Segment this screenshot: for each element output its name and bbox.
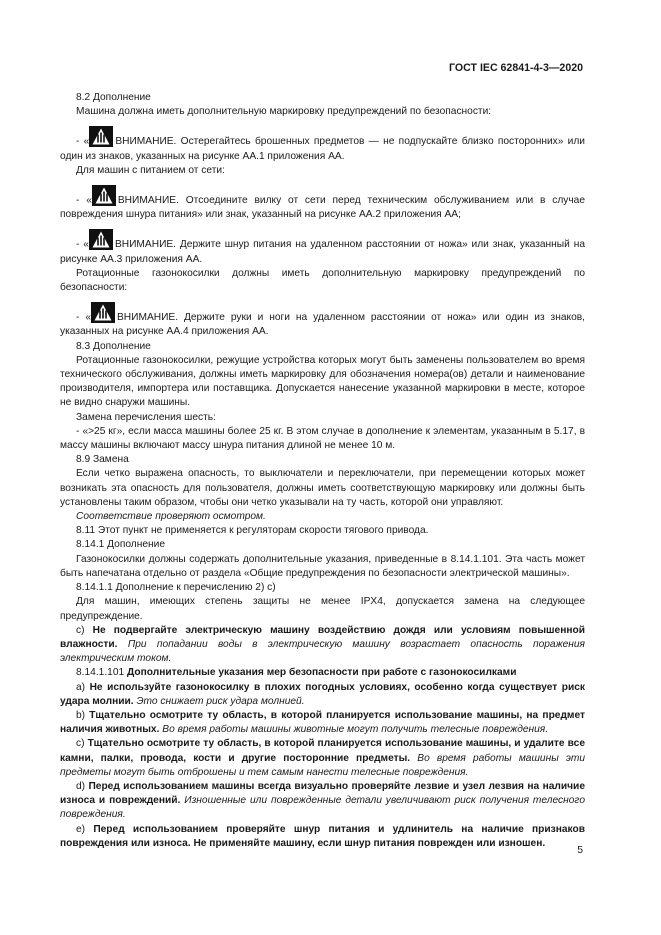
warning-text-1: ВНИМАНИЕ. Остерегайтесь брошенных предметов — не подпускайте близко посторонних» или один из знаков, указанных на рисунке АА.1 приложения АА. [60, 136, 585, 162]
item-italic-text: При попадании воды в электрическую машину возрастает опасность поражения электрическим током. [60, 638, 585, 665]
item-label: b) [76, 709, 86, 721]
item-e-cord [60, 823, 585, 851]
mains-intro: Для машин с питанием от сети: [76, 164, 225, 176]
item-label: d) [76, 780, 86, 792]
section-8-9-title: 8.9 Замена [76, 454, 129, 466]
section-8-14-1-text: Газонокосилки должны содержать дополнительные указания, приведенные в 8.14.1.101. Эта часть может быть напечатана отдельно от раздела «Общие предупреждения по безопасности электрической машины». [60, 553, 585, 579]
item-italic-text: Во время работы машины эти предметы могут быть отброшены и тем самым нанести телесные повреждения. [60, 752, 585, 778]
item-bold-text: Тщательно осмотрите ту область, в которой планируется использование машины, и удалите все камни, палки, провода, кости и другие посторонние предметы. [60, 738, 585, 764]
item-a-weather [60, 681, 585, 709]
item-b-animals [60, 709, 585, 737]
warning-text-3: ВНИМАНИЕ. Держите шнур питания на удаленном расстоянии от ножа» или знак, указанный на рисунке АА.3 приложения АА. [60, 239, 586, 265]
page-number: 5 [577, 845, 583, 856]
item-label: a) [76, 681, 86, 693]
section-8-14-1-title: 8.14.1 Дополнение [76, 539, 166, 551]
section-8-9-check: Соответствие проверяют осмотром. [76, 511, 266, 523]
warning-symbol-icon [91, 302, 115, 323]
section-8-3-text: Ротационные газонокосилки, режущие устройства которых могут быть заменены пользователем во время технического обслуживания, должны иметь маркировку для обозначения номера(ов) детали и наименование производителя, импортера или поставщика. Допускается нанесение указанной маркировки в месте, которое не видно снаружи машины. [60, 354, 585, 409]
item-bold-text: Тщательно осмотрите ту область, в которой планируется использование машины, на предмет наличия животных. [60, 709, 585, 736]
section-8-2-title: 8.2 Дополнение [76, 92, 151, 103]
item-label: e) [76, 823, 86, 835]
section-8-14-1-1-title: 8.14.1.1 Дополнение к перечислению 2) с) [76, 582, 276, 594]
item-italic-text: Изношенные или поврежденные детали увеличивают риск получения телесного повреждения. [60, 795, 585, 821]
section-8-3-title: 8.3 Дополнение [76, 340, 151, 352]
rotary-intro: Ротационные газонокосилки должны иметь дополнительную маркировку предупреждений по безопасности: [60, 267, 585, 294]
standard-header: ГОСТ IEC 62841-4-3—2020 [449, 62, 583, 74]
warning-text-4: ВНИМАНИЕ. Держите руки и ноги на удаленном расстоянии от ножа» или один из знаков, указанных на рисунке АА.4 приложения АА. [60, 312, 585, 338]
section-8-11-text: 8.11 Этот пункт не применяется к регуляторам скорости тягового привода. [76, 525, 429, 537]
item-bold-text: Не используйте газонокосилку в плохих погодных условиях, особенно когда существует риск удара молнии. [60, 681, 585, 707]
item-c-rain [60, 624, 585, 667]
warning-symbol-icon [89, 126, 113, 147]
item-italic-text: Это снижает риск удара молнией. [136, 695, 305, 707]
warning-prefix: - « [76, 195, 92, 207]
section-8-2-intro: Машина должна иметь дополнительную маркировку предупреждений по безопасности: [76, 106, 492, 118]
item-label: c) [76, 738, 85, 750]
item-label: с) [76, 624, 85, 636]
section-title: Дополнительные указания мер безопасности при работе с газонокосилками [127, 667, 517, 679]
replacement-six-title: Замена перечисления шесть: [76, 411, 216, 423]
replacement-six-text: - «>25 кг», если масса машины более 25 кг. В этом случае в дополнение к элементам, указанным в 5.17, в массу машины включают массу шнура питания длиной не менее 10 м. [60, 425, 585, 452]
section-8-9-text: Если четко выражена опасность, то выключатели и переключатели, при перемещении которых может возникать эта опасность для пользователя, должны иметь соответствующую маркировку или должны быть установлены таким образом, чтобы они четко указывали на ту часть, которой они управляют. [60, 468, 585, 508]
document-body [60, 91, 585, 851]
warning-symbol-icon [89, 229, 113, 250]
warning-prefix: - « [76, 239, 89, 251]
warning-prefix: - « [76, 312, 91, 324]
item-italic-text: Во время работы машины животные могут получить телесные повреждения. [162, 724, 549, 736]
warning-symbol-icon [92, 185, 116, 206]
item-d-blade [60, 780, 585, 823]
section-8-14-1-101-title [60, 666, 585, 680]
warning-text-2: ВНИМАНИЕ. Отсоедините вилку от сети перед техническим обслуживанием или в случае повреждения шнура питания» или знак, указанный на рисунке АА.2 приложения АА; [60, 195, 585, 221]
warning-item-3 [60, 229, 585, 266]
section-8-14-1-1-text: Для машин, имеющих степень защиты не менее IPX4, допускается замена на следующее предупреждение. [60, 596, 585, 622]
item-c-objects [60, 737, 585, 780]
section-number: 8.14.1.101 [76, 667, 125, 679]
warning-item-1 [60, 126, 585, 163]
item-bold-text: Не подвергайте электрическую машину воздействию дождя или условиям повышенной влажности. [60, 624, 585, 650]
item-bold-text: Перед использованием машины всегда визуально проверяйте лезвие и узел лезвия на наличие износа и повреждений. [60, 780, 585, 807]
warning-prefix: - « [76, 136, 90, 148]
warning-item-4 [60, 302, 585, 339]
item-bold-text: Перед использованием проверяйте шнур питания и удлинитель на наличие признаков повреждения или износа. Не применяйте машину, если шнур питания поврежден или изношен. [60, 823, 585, 849]
warning-item-2 [60, 185, 585, 222]
